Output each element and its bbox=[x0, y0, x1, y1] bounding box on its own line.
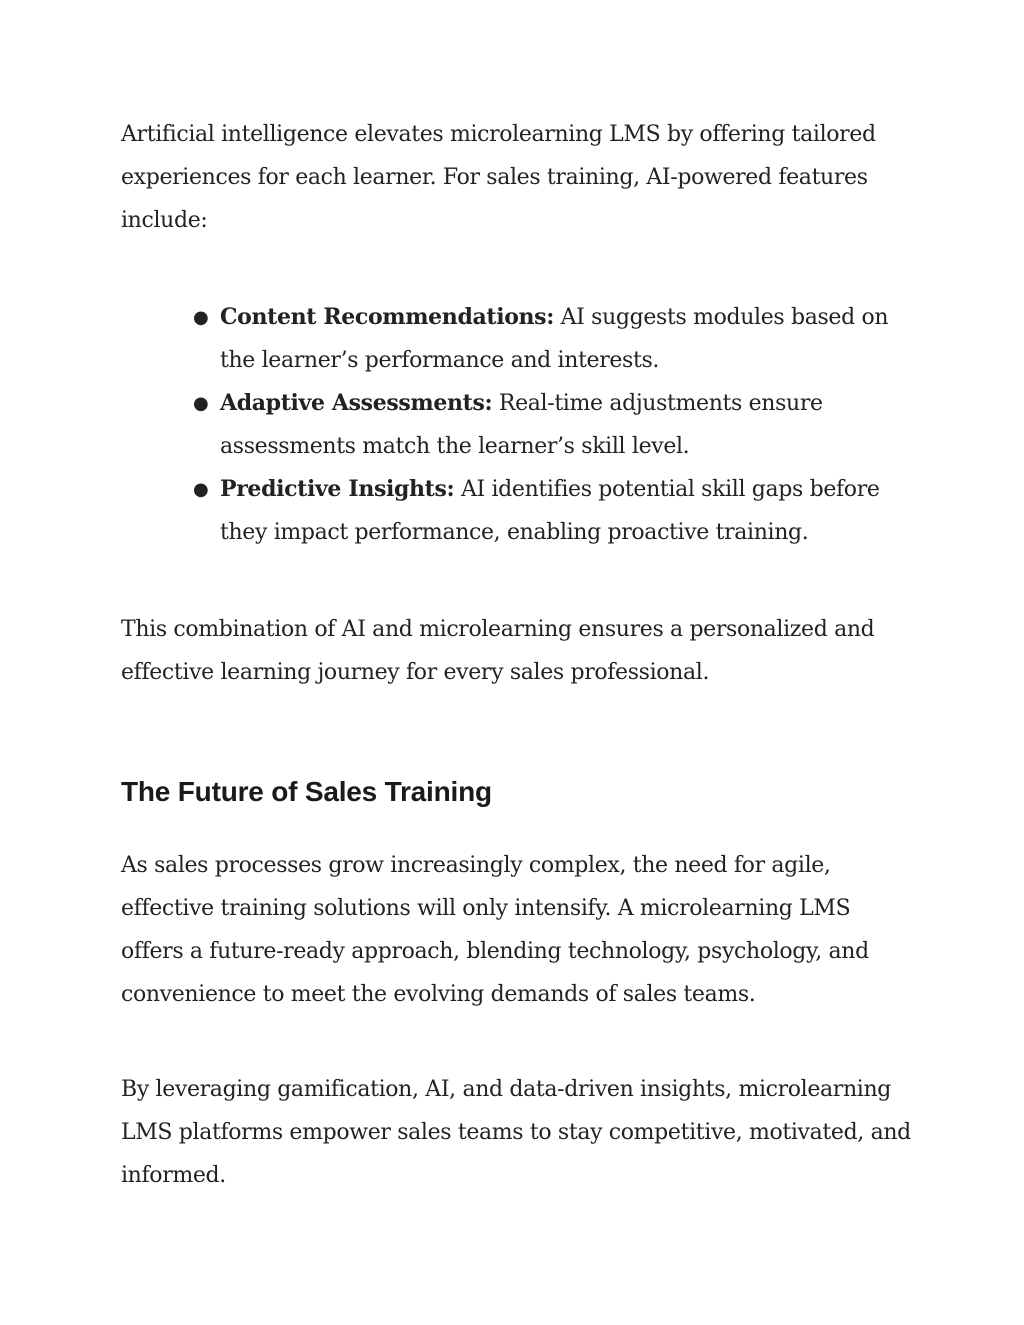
list-item bbox=[121, 296, 911, 382]
feature-description: AI suggests modules based on the learner’s performance and interests. bbox=[220, 305, 889, 373]
feature-description: Real-time adjustments ensure assessments match the learner’s skill level. bbox=[220, 391, 823, 459]
future-paragraph-2: By leveraging gamification, AI, and data-driven insights, microlearning LMS platforms empower sales teams to stay competitive, motivated, and informed. bbox=[121, 1077, 911, 1188]
section-heading: The Future of Sales Training bbox=[121, 776, 492, 807]
feature-description: AI identifies potential skill gaps before they impact performance, enabling proactive training. bbox=[220, 477, 880, 545]
list-item bbox=[121, 382, 911, 468]
summary-paragraph: This combination of AI and microlearning ensures a personalized and effective learning journey for every sales professional. bbox=[121, 617, 875, 685]
bullet-icon: ● bbox=[193, 393, 209, 414]
intro-paragraph: Artificial intelligence elevates microlearning LMS by offering tailored experiences for each learner. For sales training, AI-powered features include: bbox=[121, 122, 876, 233]
ai-features-list bbox=[121, 296, 911, 554]
list-item bbox=[121, 468, 911, 554]
future-paragraph-1: As sales processes grow increasingly complex, the need for agile, effective training solutions will only intensify. A microlearning LMS offers a future-ready approach, blending technology, psychology, and convenience to meet the evolving demands of sales teams. bbox=[121, 853, 869, 1007]
bullet-icon: ● bbox=[193, 479, 209, 500]
feature-title: Adaptive Assessments: bbox=[220, 390, 493, 416]
bullet-icon: ● bbox=[193, 307, 209, 328]
feature-title: Content Recommendations: bbox=[220, 304, 554, 330]
feature-title: Predictive Insights: bbox=[220, 476, 455, 502]
